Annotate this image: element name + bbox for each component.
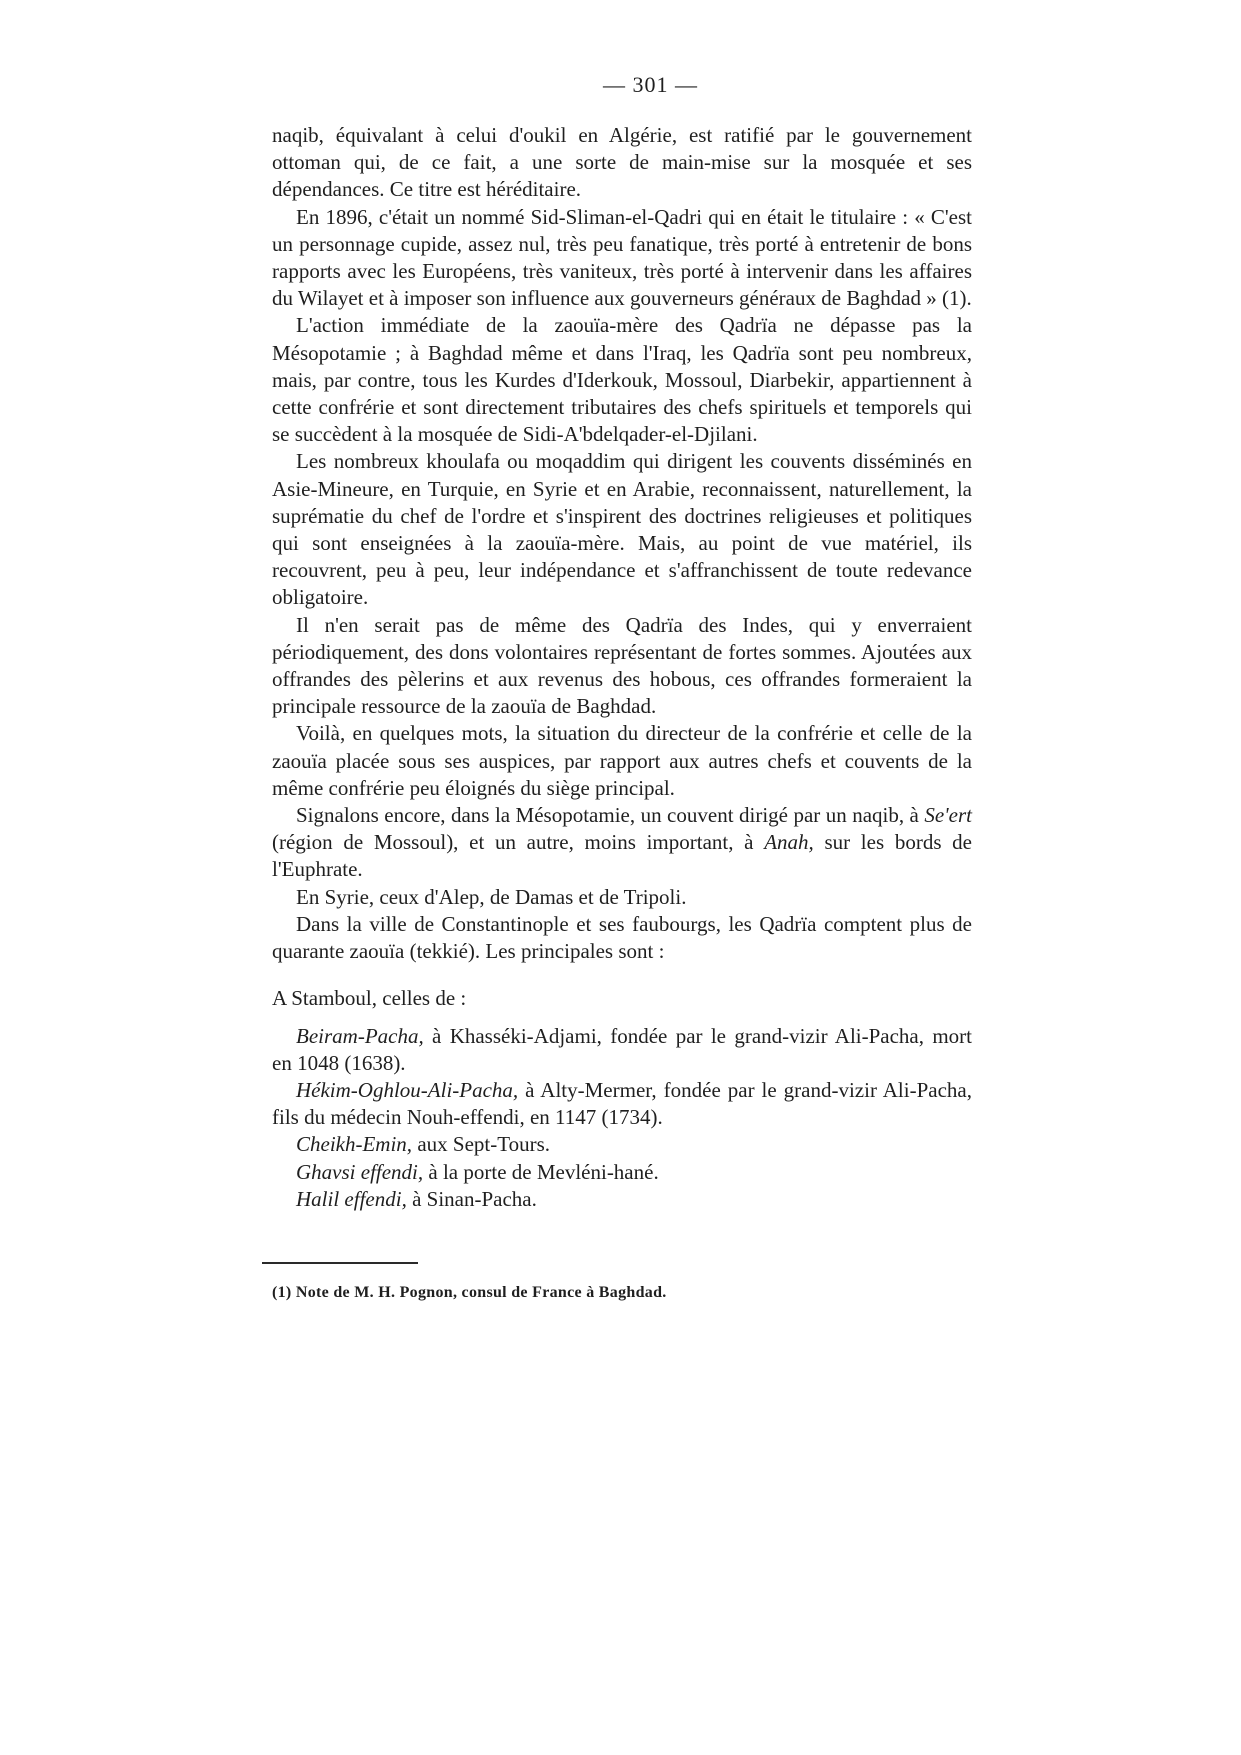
- zaouia-entry: [272, 1023, 972, 1077]
- zaouia-name: Beiram-Pacha,: [296, 1023, 424, 1048]
- zaouia-description: à la porte de Mevléni-hané.: [423, 1159, 659, 1184]
- zaouia-name: Hékim-Oghlou-Ali-Pacha,: [296, 1077, 519, 1102]
- stamboul-heading: A Stamboul, celles de :: [272, 986, 467, 1011]
- zaouia-description: à Alty-Mermer, fondée par le grand-vizir Ali-Pacha, fils du médecin Nouh-effendi, en 1147 (1734).: [272, 1077, 972, 1130]
- paragraph-1: naqib, équivalant à celui d'oukil en Algérie, est ratifié par le gouvernement ottoman qui, de ce fait, a une sorte de main-mise sur la mosquée et ses dépendances. Ce titre est héréditaire.: [272, 123, 972, 202]
- zaouia-name: Cheikh-Emin,: [296, 1132, 413, 1157]
- zaouia-description: à Sinan-Pacha.: [406, 1186, 537, 1211]
- zaouia-entry: [272, 1186, 972, 1213]
- paragraph-2: En 1896, c'était un nommé Sid-Sliman-el-Qadri qui en était le titulaire : « C'est un personnage cupide, assez nul, très peu fanatique, très porté à entretenir de bons rapports avec les Européens, très vaniteux, très porté à intervenir dans les affaires du Wilayet et à imposer son influence aux gouverneurs généraux de Baghdad » (1).: [272, 204, 972, 311]
- footnote-divider: [262, 1262, 418, 1264]
- zaouia-description: aux Sept-Tours.: [412, 1132, 550, 1157]
- paragraph-7-part-a: Signalons encore, dans la Mésopotamie, un couvent dirigé par un naqib, à: [296, 803, 925, 828]
- footnote: (1) Note de M. H. Pognon, consul de France à Baghdad.: [272, 1284, 667, 1301]
- page-number: — 301 —: [603, 72, 698, 97]
- paragraph-7-part-b: (région de Mossoul), et un autre, moins important, à: [272, 830, 765, 855]
- paragraph-9: Dans la ville de Constantinople et ses faubourgs, les Qadrïa comptent plus de quarante zaouïa (tekkié). Les principales sont :: [272, 911, 972, 964]
- zaouia-name: Halil effendi,: [296, 1186, 407, 1211]
- zaouia-description: à Khasséki-Adjami, fondée par le grand-vizir Ali-Pacha, mort en 1048 (1638).: [272, 1023, 972, 1075]
- zaouia-entry: [272, 1159, 972, 1186]
- paragraph-4: Les nombreux khoulafa ou moqaddim qui dirigent les couvents disséminés en Asie-Mineure, en Turquie, en Syrie et en Arabie, reconnaissent, naturellement, la suprématie du chef de l'ordre et s'inspirent des doctrines religieuses et politiques qui sont enseignées à la zaouïa-mère. Mais, au point de vue matériel, ils recouvrent, peu à peu, leur indépendance et s'affranchissent de toute redevance obligatoire.: [272, 449, 972, 610]
- place-seert: Se'ert: [924, 803, 972, 828]
- paragraph-7-part-c: sur les bords de l'Euphrate.: [272, 830, 972, 882]
- place-anah: Anah,: [764, 830, 814, 855]
- paragraph-8: En Syrie, ceux d'Alep, de Damas et de Tripoli.: [296, 884, 687, 909]
- zaouia-entry: [272, 1077, 972, 1131]
- paragraph-5: Il n'en serait pas de même des Qadrïa des Indes, qui y enverraient périodiquement, des dons volontaires représentant de fortes sommes. Ajoutées aux offrandes des pèlerins et aux revenus des hobous, ces offrandes formeraient la principale ressource de la zaouïa de Baghdad.: [272, 612, 972, 719]
- zaouia-entry: [272, 1131, 972, 1158]
- paragraph-7: [272, 802, 972, 884]
- paragraph-3: L'action immédiate de la zaouïa-mère des Qadrïa ne dépasse pas la Mésopotamie ; à Baghdad même et dans l'Iraq, les Qadrïa sont peu nombreux, mais, par contre, tous les Kurdes d'Iderkouk, Mossoul, Diarbekir, appartiennent à cette confrérie et sont directement tributaires des chefs spirituels et temporels qui se succèdent à la mosquée de Sidi-A'bdelqader-el-Djilani.: [272, 313, 972, 447]
- body-text: [272, 122, 972, 1213]
- paragraph-6: Voilà, en quelques mots, la situation du directeur de la confrérie et celle de la zaouïa placée sous ses auspices, par rapport aux autres chefs et couvents de la même confrérie peu éloignés du siège principal.: [272, 721, 972, 800]
- zaouia-name: Ghavsi effendi,: [296, 1159, 424, 1184]
